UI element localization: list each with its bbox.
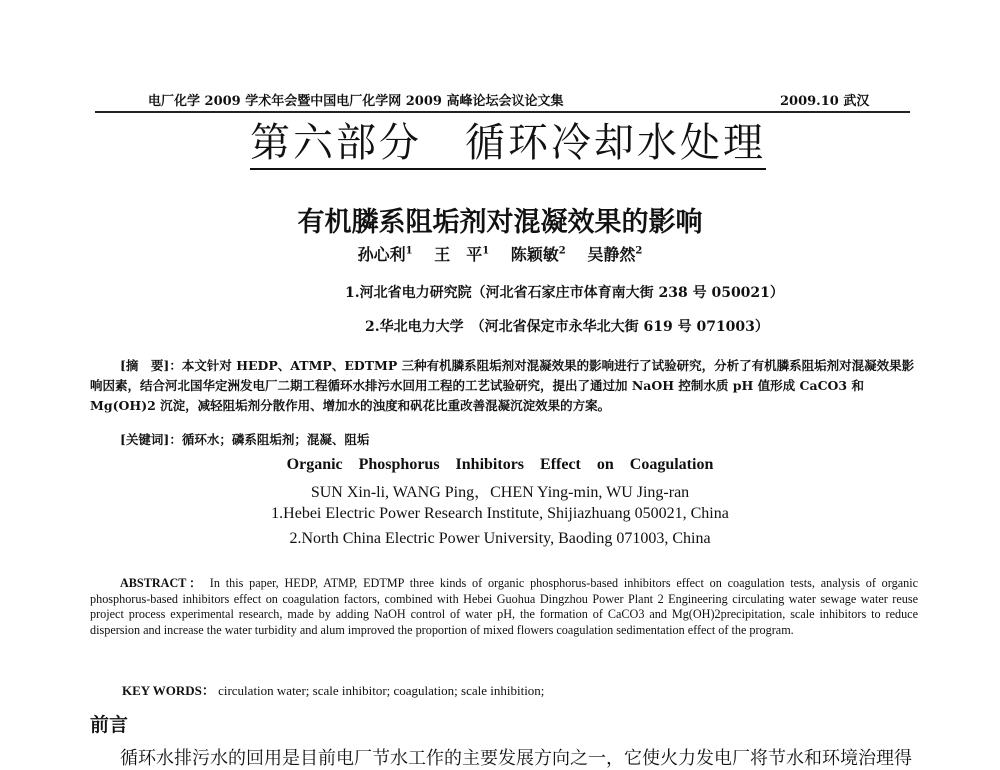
affiliation-en-2: 2.North China Electric Power University, Baoding 071003, China — [289, 530, 711, 547]
author-affil-mark: 2 — [635, 245, 643, 257]
author-name: 孙心利 — [357, 245, 406, 264]
affiliation-cn-2: 2.华北电力大学 （河北省保定市永华北大街 619 号 071003） — [365, 319, 769, 335]
author-affil-mark: 1 — [482, 245, 490, 257]
keywords-en — [122, 680, 544, 699]
running-header-left: 电厂化学 2009 学术年会暨中国电厂化学网 2009 高峰论坛会议论文集 — [148, 94, 564, 109]
affiliation-en-1: 1.Hebei Electric Power Research Institute, Shijiazhuang 050021, China — [271, 505, 729, 522]
author-name: 王 平 — [434, 245, 483, 264]
paper-title-cn: 有机膦系阻垢剂对混凝效果的影响 — [297, 207, 703, 238]
keywords-en-text: circulation water; scale inhibitor; coagulation; scale inhibition; — [218, 683, 545, 698]
abstract-cn-label: [摘 要]： — [120, 358, 182, 373]
header-rule — [95, 111, 910, 113]
author-affil-mark: 2 — [558, 245, 566, 257]
author-affil-mark: 1 — [405, 245, 413, 257]
section-title: 第六部分 循环冷却水处理 — [250, 118, 766, 170]
body-paragraph: 循环水排污水的回用是目前电厂节水工作的主要发展方向之一，它使火力发电厂将节水和环境治理得 — [120, 748, 912, 769]
abstract-en-label: ABSTRACT： — [120, 576, 205, 590]
running-header-right: 2009.10 武汉 — [780, 94, 870, 109]
author-name: 吴静然 — [587, 245, 636, 264]
keywords-en-label: KEY WORDS： — [122, 683, 215, 698]
author-list-en: SUN Xin-li, WANG Ping，CHEN Ying-min, WU Jing-ran — [310, 484, 690, 501]
abstract-cn — [90, 356, 918, 416]
author-list-cn — [0, 242, 1000, 265]
preface-heading: 前言 — [90, 714, 129, 736]
abstract-cn-text: 本文针对 HEDP、ATMP、EDTMP 三种有机膦系阻垢剂对混凝效果的影响进行了试验研究，分析了有机膦系阻垢剂对混凝效果影响因素，结合河北国华定洲发电厂二期工程循环水排污水回用工程的工艺试验研究，提出了通过加 NaOH 控制水质 pH 值形成 CaCO3 和 Mg(OH)2 沉淀，减轻阻垢剂分散作用、增加水的浊度和矾花比重改善混凝沉淀效果的方案。 — [90, 358, 915, 413]
author-name: 陈颖敏 — [510, 245, 559, 264]
keywords-cn-text: 循环水；磷系阻垢剂；混凝、阻垢 — [181, 432, 370, 447]
paper-title-en: Organic Phosphorus Inhibitors Effect on Coagulation — [286, 456, 714, 473]
abstract-en-text: In this paper, HEDP, ATMP, EDTMP three kinds of organic phosphorus-based inhibitors effect on coagulation tests, analysis of organic phosphorus-based inhibitors effect on coagulation factors, combined with Hebei Guohua Dingzhou Power Plant 2 Engineering circulating water sewage water reuse project process experimental research, made by adding NaOH control of water pH, the formation of CaCO3 and Mg(OH)2precipitation, scale inhibitors to reduce dispersion and increase the water turbidity and alum improved the proportion of mixed flowers coagulation sedimentation effect of the program. — [90, 576, 918, 637]
keywords-cn — [120, 430, 369, 448]
keywords-cn-label: [关键词]： — [120, 432, 182, 447]
affiliation-cn-1: 1.河北省电力研究院（河北省石家庄市体育南大街 238 号 050021） — [345, 285, 784, 301]
abstract-en — [90, 576, 918, 638]
